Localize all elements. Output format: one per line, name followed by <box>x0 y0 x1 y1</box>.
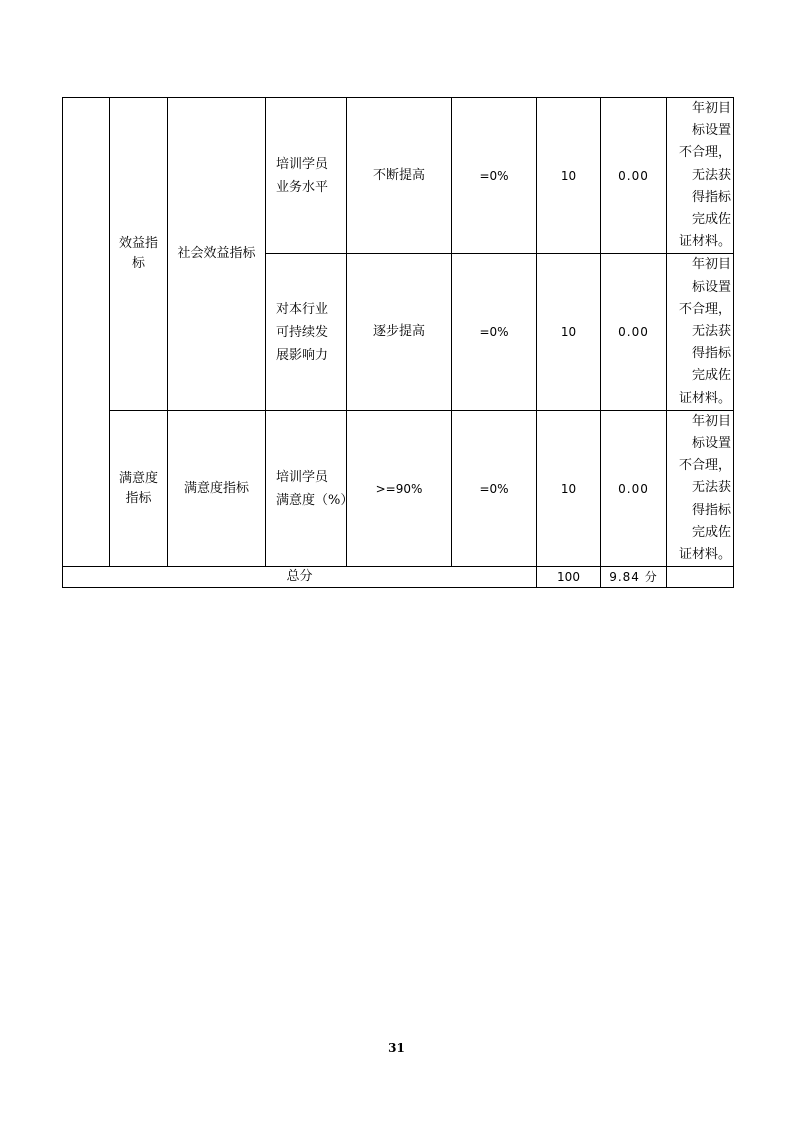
table-row <box>63 98 734 254</box>
subcategory-cell: 满意度指标 <box>168 410 266 566</box>
weight-cell: 10 <box>537 98 601 254</box>
performance-table <box>62 97 734 588</box>
table-row <box>63 410 734 566</box>
indicator-cell: 培训学员 业务水平 <box>266 98 347 254</box>
actual-value-cell: =0% <box>452 410 537 566</box>
score-cell: 0.00 <box>601 98 667 254</box>
note-cell: 年初目 标设置 不合理， 无法获 得指标 完成佐 证材料。 <box>667 98 734 254</box>
actual-value-cell: =0% <box>452 254 537 410</box>
weight-cell: 10 <box>537 254 601 410</box>
blank-cell <box>63 98 110 567</box>
target-value-cell: >=90% <box>347 410 452 566</box>
total-weight-cell: 100 <box>537 567 601 588</box>
total-row <box>63 567 734 588</box>
blank-cell <box>667 567 734 588</box>
weight-cell: 10 <box>537 410 601 566</box>
category-cell: 满意度指标 <box>110 410 168 566</box>
note-cell: 年初目 标设置 不合理， 无法获 得指标 完成佐 证材料。 <box>667 410 734 566</box>
actual-value-cell: =0% <box>452 98 537 254</box>
score-cell: 0.00 <box>601 254 667 410</box>
subcategory-cell: 社会效益指标 <box>168 98 266 411</box>
page-number: 31 <box>388 1041 405 1055</box>
target-value-cell: 不断提高 <box>347 98 452 254</box>
category-cell: 效益指标 <box>110 98 168 411</box>
score-cell: 0.00 <box>601 410 667 566</box>
indicator-cell: 对本行业 可持续发 展影响力 <box>266 254 347 410</box>
total-score-cell: 9.84 分 <box>601 567 667 588</box>
total-label: 总分 <box>63 567 537 588</box>
note-cell: 年初目 标设置 不合理， 无法获 得指标 完成佐 证材料。 <box>667 254 734 410</box>
target-value-cell: 逐步提高 <box>347 254 452 410</box>
indicator-cell: 培训学员 满意度（%） <box>266 410 347 566</box>
